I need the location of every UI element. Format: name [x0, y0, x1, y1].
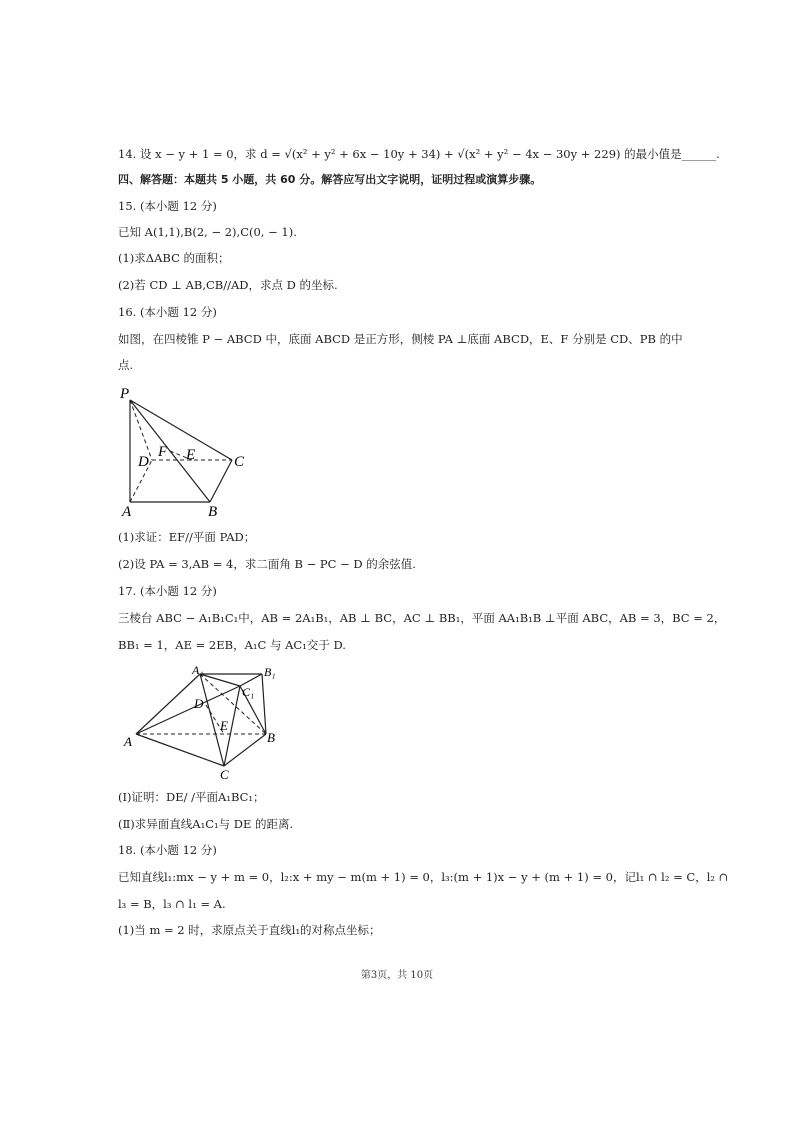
q15-part1: (1)求ΔABC 的面积；	[118, 251, 230, 265]
label-D: D	[138, 454, 149, 470]
label-P: P	[120, 386, 130, 402]
q18-text-line2: l₃ = B，l₃ ∩ l₁ = A.	[118, 897, 226, 911]
q16-part1: (1)求证：EF//平面 PAD；	[118, 530, 256, 544]
label-C: C	[234, 454, 245, 470]
page-footer: 第3页，共 10页	[360, 970, 434, 981]
label-B1: B₁	[264, 665, 276, 679]
q17-text-line2: BB₁ = 1，AE = 2EB，A₁C 与 AC₁交于 D.	[118, 638, 346, 652]
q17-text-line1: 三棱台 ABC − A₁B₁C₁中，AB = 2A₁B₁，AB ⊥ BC，AC ⊥ BB₁，平面 AA₁B₁B ⊥平面 ABC，AB = 3，BC = 2，	[118, 611, 726, 625]
q17-header: 17. (本小题 12 分)	[118, 584, 217, 598]
section-heading: 四、解答题：本题共 5 小题，共 60 分。解答应写出文字说明，证明过程或演算步骤。	[118, 173, 542, 186]
label-A: A	[124, 734, 132, 749]
q18-part1: (1)当 m = 2 时，求原点关于直线l₁的对称点坐标；	[118, 923, 381, 937]
q16-text-line1: 如图，在四棱锥 P − ABCD 中，底面 ABCD 是正方形，侧棱 PA ⊥底面 ABCD，E、F 分别是 CD、PB 的中	[118, 332, 683, 346]
label-B: B	[267, 730, 275, 745]
q15-text: 已知 A(1,1),B(2, − 2),C(0, − 1).	[118, 225, 297, 239]
q18-text-line1: 已知直线l₁:mx − y + m = 0，l₂:x + my − m(m + 1) = 0，l₃:(m + 1)x − y + (m + 1) = 0，记l₁ ∩ l₂ = C，l₂ ∩	[118, 870, 729, 884]
q16-text-line2: 点.	[118, 358, 134, 372]
label-E: E	[186, 447, 196, 463]
q16-part2: (2)设 PA = 3,AB = 4，求二面角 B − PC − D 的余弦值.	[118, 557, 416, 571]
label-A1: A₁	[192, 663, 204, 677]
q17-part1: (Ⅰ)证明：DE/ /平面A₁BC₁；	[118, 790, 265, 804]
question-14: 14. 设 x − y + 1 = 0，求 d = √(x² + y² + 6x − 10y + 34) + √(x² + y² − 4x − 30y + 229) 的最小值是______.	[118, 147, 720, 161]
pyramid-figure	[112, 384, 262, 520]
label-C: C	[220, 767, 229, 782]
label-D: D	[194, 696, 204, 711]
q18-header: 18. (本小题 12 分)	[118, 843, 217, 857]
label-A: A	[122, 504, 132, 520]
q17-part2: (Ⅱ)求异面直线A₁C₁与 DE 的距离.	[118, 817, 294, 831]
label-F: F	[158, 444, 168, 460]
frustum-figure	[120, 662, 290, 782]
q15-header: 15. (本小题 12 分)	[118, 199, 217, 213]
label-B: B	[208, 504, 218, 520]
label-E: E	[220, 718, 228, 733]
q15-part2: (2)若 CD ⊥ AB,CB//AD，求点 D 的坐标.	[118, 278, 338, 292]
q16-header: 16. (本小题 12 分)	[118, 305, 217, 319]
label-C1: C₁	[242, 685, 255, 699]
